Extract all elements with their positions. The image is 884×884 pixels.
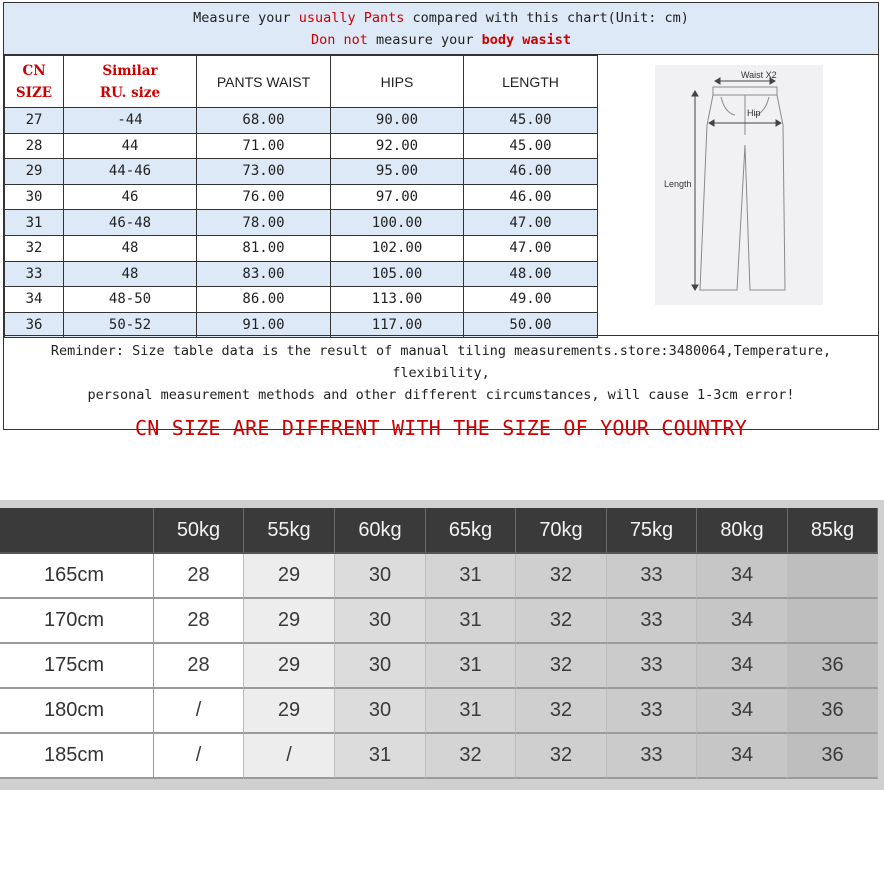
size-cell: 33	[607, 734, 697, 779]
hips-cell: 117.00	[331, 312, 464, 338]
size-cell: 30	[335, 644, 426, 689]
table-row	[5, 312, 598, 338]
size-cell: 29	[244, 599, 335, 644]
waist-cell: 81.00	[197, 235, 331, 261]
ru-size-cell: 44	[64, 133, 197, 159]
size-cell: 28	[154, 554, 244, 599]
waist-cell: 68.00	[197, 108, 331, 134]
header-highlight: usually Pants	[298, 10, 405, 26]
cn-size-cell: 33	[5, 261, 64, 287]
weight-header: 60kg	[335, 508, 426, 554]
size-cell	[788, 599, 878, 644]
table-row	[5, 159, 598, 185]
waist-cell: 76.00	[197, 184, 331, 210]
header-line-1	[4, 7, 878, 29]
size-cell: 33	[607, 554, 697, 599]
size-table	[4, 55, 598, 338]
waist-cell: 71.00	[197, 133, 331, 159]
header-text: Measure your	[193, 10, 299, 26]
size-cell: 30	[335, 554, 426, 599]
size-cell: 30	[335, 599, 426, 644]
cn-size-cell: 30	[5, 184, 64, 210]
table-row	[0, 689, 878, 734]
size-cell: 34	[697, 554, 788, 599]
reminder-section	[4, 335, 878, 440]
size-cell: 34	[697, 644, 788, 689]
hips-cell: 97.00	[331, 184, 464, 210]
length-cell: 45.00	[464, 133, 598, 159]
size-cell: 31	[426, 689, 516, 734]
size-cell: 34	[697, 599, 788, 644]
weight-header: 55kg	[244, 508, 335, 554]
size-cell: 32	[516, 554, 607, 599]
size-cell	[788, 554, 878, 599]
header-line-2	[4, 29, 878, 51]
length-cell: 47.00	[464, 210, 598, 236]
col-cn-size: CN SIZE	[5, 56, 64, 108]
height-label: 165cm	[0, 554, 154, 599]
cn-size-cell: 27	[5, 108, 64, 134]
length-cell: 46.00	[464, 184, 598, 210]
weight-height-table	[0, 508, 878, 779]
weight-header: 85kg	[788, 508, 878, 554]
size-cell: 30	[335, 689, 426, 734]
table-row	[0, 734, 878, 779]
size-cell: 28	[154, 599, 244, 644]
col-pants-waist: PANTS WAIST	[197, 56, 331, 108]
header-highlight: Don not	[310, 32, 368, 48]
hip-label: Hip	[747, 108, 761, 118]
size-chart	[3, 2, 879, 440]
hips-cell: 100.00	[331, 210, 464, 236]
size-cell: 36	[788, 689, 878, 734]
col-hips: HIPS	[331, 56, 464, 108]
table-row	[5, 184, 598, 210]
table-row	[5, 235, 598, 261]
size-cell: 33	[607, 644, 697, 689]
cn-size-cell: 36	[5, 312, 64, 338]
length-cell: 49.00	[464, 287, 598, 313]
ru-size-cell: 46	[64, 184, 197, 210]
ru-size-cell: 48-50	[64, 287, 197, 313]
table-row	[5, 261, 598, 287]
size-cell: 33	[607, 689, 697, 734]
col-length: LENGTH	[464, 56, 598, 108]
size-cell: 34	[697, 734, 788, 779]
ru-size-cell: 44-46	[64, 159, 197, 185]
length-cell: 46.00	[464, 159, 598, 185]
height-label: 180cm	[0, 689, 154, 734]
ru-size-cell: 48	[64, 235, 197, 261]
reminder-line: Reminder: Size table data is the result of manual tiling measurements.store:3480064,Temperature, flexibility,	[50, 343, 832, 381]
header-highlight: body wasist	[481, 32, 572, 48]
weight-header: 75kg	[607, 508, 697, 554]
corner-cell	[0, 508, 154, 554]
header-text: compared with this chart(Unit: cm)	[404, 10, 689, 26]
height-label: 170cm	[0, 599, 154, 644]
size-cell: 31	[426, 599, 516, 644]
size-cell: 33	[607, 599, 697, 644]
weight-header: 50kg	[154, 508, 244, 554]
cn-size-cell: 31	[5, 210, 64, 236]
size-cell: /	[154, 734, 244, 779]
hips-cell: 92.00	[331, 133, 464, 159]
weight-header: 80kg	[697, 508, 788, 554]
size-warning: CN SIZE ARE DIFFRENT WITH THE SIZE OF YOUR COUNTRY	[134, 416, 748, 440]
length-cell: 48.00	[464, 261, 598, 287]
col-ru-size: Similar RU. size	[64, 56, 197, 108]
table-row	[0, 644, 878, 689]
ru-size-cell: 48	[64, 261, 197, 287]
size-cell: 28	[154, 644, 244, 689]
size-cell: 32	[516, 599, 607, 644]
table-row	[5, 133, 598, 159]
height-label: 185cm	[0, 734, 154, 779]
table-row	[0, 554, 878, 599]
hips-cell: 105.00	[331, 261, 464, 287]
length-cell: 45.00	[464, 108, 598, 134]
size-cell: 34	[697, 689, 788, 734]
weight-header: 65kg	[426, 508, 516, 554]
waist-cell: 83.00	[197, 261, 331, 287]
size-cell: 32	[426, 734, 516, 779]
size-cell: /	[154, 689, 244, 734]
table-row	[5, 108, 598, 134]
weight-header-row	[0, 508, 878, 554]
hips-cell: 95.00	[331, 159, 464, 185]
ru-size-cell: -44	[64, 108, 197, 134]
hips-cell: 90.00	[331, 108, 464, 134]
size-cell: 32	[516, 734, 607, 779]
weight-height-grid	[0, 500, 884, 790]
hips-cell: 102.00	[331, 235, 464, 261]
chart-header	[4, 3, 878, 55]
waist-cell: 91.00	[197, 312, 331, 338]
size-cell: 29	[244, 644, 335, 689]
waist-label: Waist X2	[741, 70, 777, 80]
size-cell: 32	[516, 644, 607, 689]
height-label: 175cm	[0, 644, 154, 689]
size-cell: 31	[426, 554, 516, 599]
length-label: Length	[664, 179, 692, 189]
cn-size-cell: 29	[5, 159, 64, 185]
table-row	[0, 599, 878, 644]
pants-diagram	[655, 65, 823, 305]
cn-size-cell: 28	[5, 133, 64, 159]
cn-size-cell: 34	[5, 287, 64, 313]
length-cell: 47.00	[464, 235, 598, 261]
size-cell: 31	[335, 734, 426, 779]
table-row	[5, 287, 598, 313]
weight-header: 70kg	[516, 508, 607, 554]
size-cell: 31	[426, 644, 516, 689]
waist-cell: 73.00	[197, 159, 331, 185]
hips-cell: 113.00	[331, 287, 464, 313]
reminder-line: personal measurement methods and other different circumstances, will cause 1-3cm error!	[87, 387, 795, 403]
size-cell: 36	[788, 644, 878, 689]
cn-size-cell: 32	[5, 235, 64, 261]
reminder-text	[4, 340, 878, 406]
waist-cell: 78.00	[197, 210, 331, 236]
size-cell: 29	[244, 554, 335, 599]
size-cell: 36	[788, 734, 878, 779]
waist-cell: 86.00	[197, 287, 331, 313]
size-cell: 29	[244, 689, 335, 734]
table-row	[5, 210, 598, 236]
ru-size-cell: 50-52	[64, 312, 197, 338]
size-cell: 32	[516, 689, 607, 734]
ru-size-cell: 46-48	[64, 210, 197, 236]
length-cell: 50.00	[464, 312, 598, 338]
header-text: measure your	[367, 32, 482, 48]
size-table-header-row	[5, 56, 598, 108]
size-cell: /	[244, 734, 335, 779]
